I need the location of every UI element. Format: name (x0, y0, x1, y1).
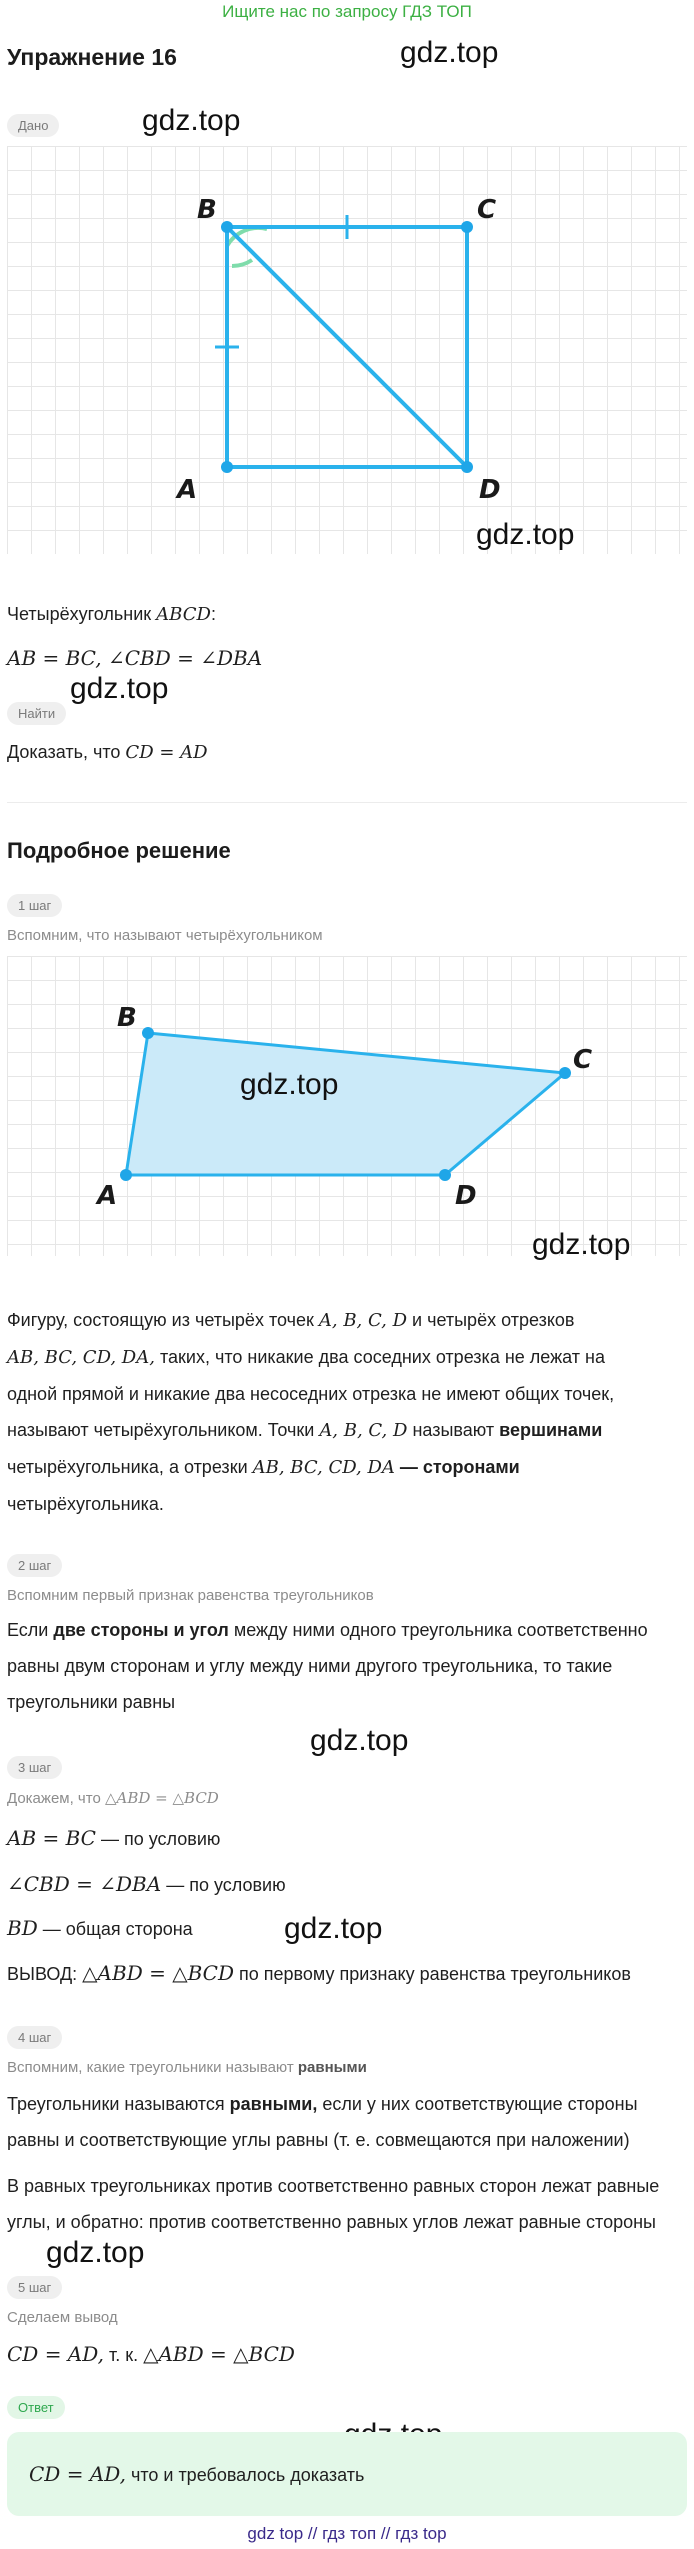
given-quad: ABCD (156, 604, 211, 625)
watermark: gdz.top (476, 518, 575, 551)
step4-p1-line2: равны и соответствующие углы равны (т. е. совмещаются при наложении) (7, 2130, 630, 2150)
step2-line3: треугольники равны (7, 1692, 176, 1712)
step4-para2 (7, 2168, 687, 2240)
page-title: Упражнение 16 (7, 44, 177, 70)
watermark: gdz.top (142, 104, 241, 137)
given-figure (7, 146, 687, 554)
step1-subtitle: Вспомним, что называют четырёхугольником (7, 927, 323, 944)
step1-points: A, B, C, D (318, 1310, 408, 1331)
step1-badge: 1 шаг (7, 894, 62, 917)
step2-bold: две стороны и угол (53, 1620, 229, 1640)
step3-row3 (7, 1910, 193, 1947)
step3-reason: — общая сторона (42, 1919, 193, 1939)
point-d (461, 461, 473, 473)
point-b (142, 1027, 154, 1039)
step3-math: AB = BC (7, 1826, 96, 1850)
step2-text-part: Если (7, 1620, 49, 1640)
label-d: D (479, 475, 501, 505)
step1-bold-vertices: вершинами (499, 1420, 603, 1440)
step3-subtitle-prefix: Докажем, что (7, 1790, 101, 1807)
step4-para1 (7, 2086, 687, 2158)
step2-line2: равны двум сторонам и углу между ними другого треугольника, то такие (7, 1656, 613, 1676)
step5-math: CD = AD, (7, 2342, 104, 2366)
watermark: gdz.top (400, 36, 499, 69)
point-d (439, 1169, 451, 1181)
watermark: gdz.top (310, 1724, 409, 1757)
step2-line1 (7, 1612, 687, 1648)
quadrilateral-figure-svg (7, 956, 687, 1256)
step1-line6: четырёхугольника. (7, 1494, 164, 1514)
label-a: A (97, 1181, 118, 1211)
given-badge: Дано (7, 114, 59, 137)
step1-text: называют четырёхугольником. Точки (7, 1420, 315, 1440)
step1-text: и четырёх отрезков (412, 1310, 575, 1330)
step1-definition (7, 1302, 687, 1522)
segment-bd (227, 227, 467, 467)
point-a (120, 1169, 132, 1181)
step2-badge: 2 шаг (7, 1554, 62, 1577)
step1-line2 (7, 1339, 687, 1376)
step3-row2 (7, 1866, 286, 1903)
step4-subtitle (7, 2059, 367, 2076)
step4-text: Треугольники называются (7, 2094, 225, 2114)
point-b (221, 221, 233, 233)
quadrilateral-figure (7, 956, 687, 1256)
given-figure-svg (7, 146, 687, 554)
step5-math: △ABD = △BCD (143, 2342, 295, 2366)
step1-text: называют (412, 1420, 495, 1440)
label-a: A (177, 475, 198, 505)
find-text-prefix: Доказать, что (7, 742, 121, 762)
step4-subtitle-text: Вспомним, какие треугольники называют (7, 2059, 294, 2076)
find-text (7, 734, 208, 771)
watermark: gdz.top (532, 1228, 631, 1261)
angle-mark-b-lower (232, 260, 252, 266)
step4-p2-line1: В равных треугольниках против соответственно равных сторон лежат равные (7, 2176, 660, 2196)
point-c (559, 1067, 571, 1079)
point-a (221, 461, 233, 473)
label-c: C (573, 1045, 593, 1075)
step2-text-part: между ними одного треугольника соответственно (233, 1620, 648, 1640)
answer-phrase: что и требовалось доказать (130, 2465, 365, 2485)
step3-badge: 3 шаг (7, 1756, 62, 1779)
step5-subtitle: Сделаем вывод (7, 2309, 118, 2326)
step1-text: Фигуру, состоящую из четырёх точек (7, 1310, 314, 1330)
step3-reason: — по условию (101, 1829, 221, 1849)
answer-text (29, 2456, 364, 2493)
watermark: gdz.top (70, 672, 169, 705)
divider (7, 802, 687, 803)
step2-text (7, 1612, 687, 1720)
step1-points: A, B, C, D (319, 1420, 408, 1441)
given-text (7, 596, 216, 633)
step3-math: ∠CBD = ∠DBA (7, 1872, 162, 1896)
step4-subtitle-bold: равными (297, 2059, 367, 2076)
find-badge: Найти (7, 702, 66, 725)
step3-reason: по первому признаку равенства треугольников (239, 1964, 631, 1984)
step1-line1 (7, 1302, 687, 1339)
given-quad-suffix: : (210, 604, 216, 624)
step1-text: четырёхугольника, а отрезки (7, 1457, 248, 1477)
step4-p2-line2: углы, и обратно: против соответственно равных углов лежат равные стороны (7, 2212, 656, 2232)
step3-math: BD (7, 1916, 38, 1940)
watermark: gdz.top (240, 1068, 339, 1101)
step3-reason: — по условию (166, 1875, 286, 1895)
step4-p1-line1 (7, 2086, 687, 2122)
solution-title: Подробное решение (7, 838, 231, 863)
point-c (461, 221, 473, 233)
label-c: C (477, 195, 497, 225)
step2-subtitle: Вспомним первый признак равенства треугольников (7, 1587, 374, 1604)
step1-bold-sides: — сторонами (399, 1457, 520, 1477)
step3-row1 (7, 1820, 220, 1857)
step1-segments: AB, BC, CD, DA (252, 1457, 395, 1478)
label-b: B (117, 1003, 137, 1033)
step3-subtitle (7, 1789, 219, 1807)
answer-math: CD = AD, (29, 2462, 126, 2486)
given-text-prefix: Четырёхугольник (7, 604, 152, 624)
step5-badge: 5 шаг (7, 2276, 62, 2299)
step1-line3: одной прямой и никакие два несоседних отрезка не имеют общих точек, (7, 1384, 615, 1404)
step3-math: △ABD = △BCD (82, 1961, 234, 1985)
watermark: gdz.top (284, 1912, 383, 1945)
step4-badge: 4 шаг (7, 2026, 62, 2049)
given-condition: AB = BC, ∠CBD = ∠DBA (7, 646, 263, 670)
find-goal: CD = AD (125, 742, 208, 763)
step3-subtitle-math: △ABD = △BCD (104, 1789, 219, 1807)
step1-line5 (7, 1449, 687, 1486)
step4-text: если у них соответствующие стороны (322, 2094, 638, 2114)
step1-segments: AB, BC, CD, DA, (7, 1347, 155, 1368)
step1-line4 (7, 1412, 687, 1449)
label-b: B (197, 195, 217, 225)
answer-badge: Ответ (7, 2396, 65, 2419)
footer-links[interactable]: gdz top // гдз топ // гдз top (247, 2524, 447, 2543)
step5-text: т. к. (108, 2345, 139, 2365)
watermark: gdz.top (46, 2236, 145, 2269)
label-d: D (455, 1181, 477, 1211)
step3-conclusion-prefix: ВЫВОД: (7, 1964, 78, 1984)
top-search-link[interactable]: Ищите нас по запросу ГДЗ ТОП (222, 2, 472, 21)
step4-bold: равными, (229, 2094, 318, 2114)
answer-box (7, 2432, 687, 2516)
step3-conclusion (7, 1955, 631, 1992)
step1-text: таких, что никакие два соседних отрезка не лежат на (159, 1347, 605, 1367)
quadrilateral-shape (126, 1033, 565, 1175)
step5-conclusion (7, 2336, 295, 2373)
